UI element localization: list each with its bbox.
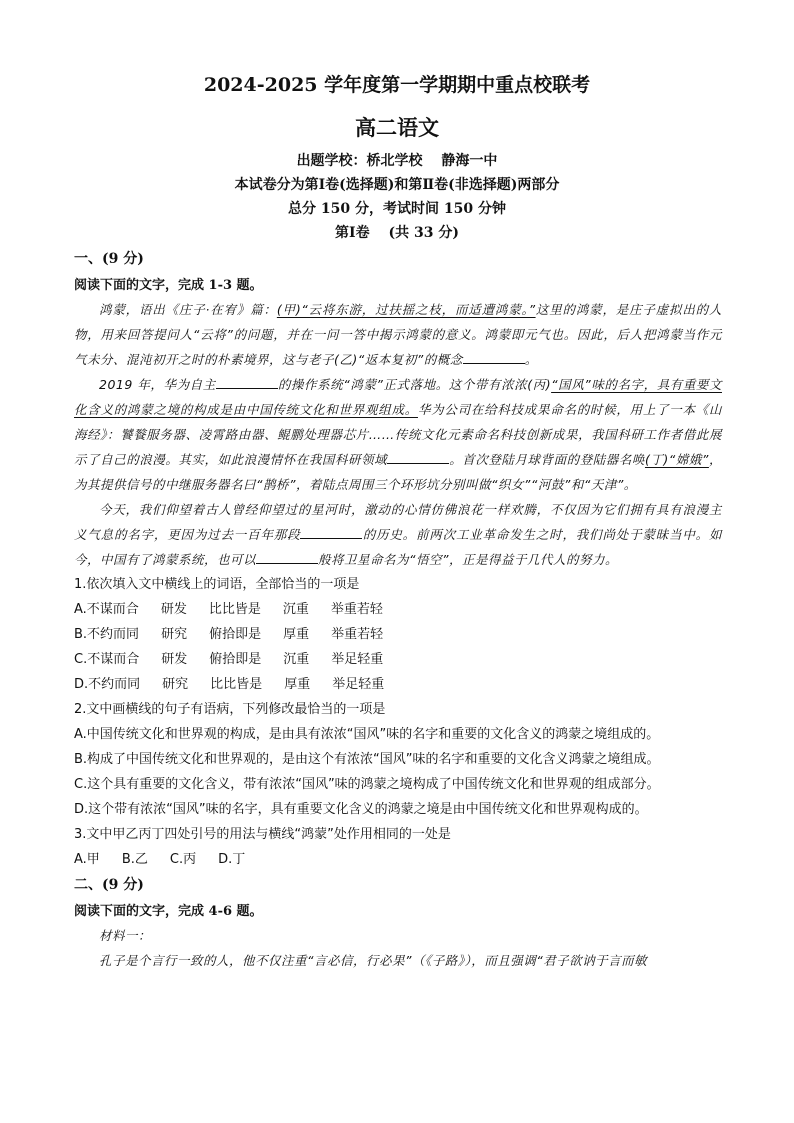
opt-text: 厚重 (284, 677, 311, 692)
text-span: 这里的鸿蒙，是庄子虚拟出的人物，用来回答提问人“云将”的问题，并在一问一答中揭示鸿蒙的意义。鸿蒙即元气也。因此，后人把鸿蒙当作元气未分、混沌初开之时的朴素境界，这与老子(乙)“返本复初”的概念 (74, 302, 722, 367)
underlined-quote-ding: (丁)“嫦娥” (644, 452, 709, 467)
schools-line: 出题学校：桥北学校 静海一中 (296, 153, 498, 169)
opt-text: 举足轻重 (331, 652, 384, 667)
opt-text: 研究 (161, 627, 188, 642)
fill-blank (256, 549, 318, 564)
opt-text: D.不约而同 (74, 677, 141, 692)
text-span: 。 (524, 352, 538, 367)
opt-text: 举重若轻 (331, 627, 384, 642)
opt-text: 沉重 (283, 652, 310, 667)
option-b[interactable]: B.构成了中国传统文化和世界观的，是由这个有浓浓“国风”味的名字和重要的文化含义鸿蒙之境组成。 (74, 752, 660, 767)
opt-text: 研发 (161, 652, 188, 667)
question-2 (74, 697, 722, 822)
underlined-quote-jia: (甲)“云将东游，过扶摇之枝，而适遭鸿蒙。” (276, 302, 536, 317)
opt-text: 研究 (162, 677, 189, 692)
text-span: 鸿蒙，语出《庄子·在宥》篇： (99, 302, 277, 317)
question-1 (74, 572, 722, 697)
passage-paragraph-3 (74, 497, 722, 572)
option-c[interactable]: C.丙 (169, 852, 197, 867)
text-span: ，为其提供信号的中继服务器名曰“鹊桥”，着陆点周围三个环形坑分别叫做“织女”“河鼓”和“天津”。 (74, 452, 722, 492)
option-b[interactable]: B.乙 (121, 852, 148, 867)
passage-paragraph-2 (74, 372, 722, 497)
option-c[interactable] (74, 647, 722, 672)
option-row (74, 847, 722, 872)
text-span: 2019 年，华为自主 (99, 377, 216, 392)
section-heading-2: 二、(9 分) (74, 877, 144, 893)
option-c[interactable]: C.这个具有重要的文化含义，带有浓浓“国风”味的鸿蒙之境构成了中国传统文化和世界观的组成部分。 (74, 777, 660, 792)
opt-text: 举足轻重 (332, 677, 385, 692)
section-heading: 一、(9 分) (74, 251, 144, 267)
text-span: 般将卫星命名为“悟空”，正是得益于几代人的努力。 (318, 552, 618, 567)
opt-text: B.不约而同 (74, 627, 140, 642)
fill-blank (463, 349, 525, 364)
section-instruction-2: 阅读下面的文字，完成 4-6 题。 (74, 904, 263, 919)
opt-text: 比比皆是 (210, 677, 263, 692)
option-d[interactable]: D.丁 (218, 852, 246, 867)
opt-text: A.不谋而合 (74, 602, 139, 617)
text-span: 华为公司在给科技成果命名的时候，用上了一本《山海经》：饕餮服务器、凌霄路由器、鲲鹏处理器芯片……传统文化元素命名科技创新成果，我国科研工作者借此展示了自己的浪漫。其实，如此浪漫情怀在我国科研领域 (74, 402, 722, 467)
opt-text: 比比皆是 (208, 602, 261, 617)
question-stem: 3.文中甲乙丙丁四处引号的用法与横线“鸿蒙”处作用相同的一处是 (74, 827, 451, 842)
exam-title: 2024-2025 学年度第一学期期中重点校联考 (203, 74, 591, 96)
option-d[interactable]: D.这个带有浓浓“国风”味的名字，具有重要文化含义的鸿蒙之境是由中国传统文化和世界观构成的。 (74, 802, 648, 817)
text-span: 。首次登陆月球背面的登陆器名唤 (449, 452, 645, 467)
text-span: 的历史。前两次工业革命发生之时，我们尚处于蒙昧当中。如今，中国有了鸿蒙系统，也可以 (74, 527, 722, 567)
underlined-sentence: “国风”味的名字，具有重要文化含义的鸿蒙之境的构成是由中国传统文化和世界观组成。 (74, 377, 722, 417)
structure-line: 本试卷分为第Ⅰ卷(选择题)和第Ⅱ卷(非选择题)两部分 (234, 177, 560, 193)
fill-blank (216, 374, 278, 389)
passage-paragraph-1 (74, 297, 722, 372)
question-stem: 2.文中画横线的句子有语病，下列修改最恰当的一项是 (74, 702, 386, 717)
option-a[interactable]: A.中国传统文化和世界观的构成，是由具有浓浓“国风”味的名字和重要的文化含义的鸿蒙之境组成的。 (74, 727, 660, 742)
opt-text: C.不谋而合 (74, 652, 140, 667)
option-b[interactable] (74, 622, 722, 647)
opt-text: 沉重 (282, 602, 309, 617)
opt-text: 俯拾即是 (209, 652, 262, 667)
question-3 (74, 822, 722, 872)
material-paragraph: 孔子是个言行一致的人，他不仅注重“言必信，行必果”（《子路》），而且强调“君子欲讷于言而敏 (99, 953, 648, 968)
opt-text: 厚重 (283, 627, 310, 642)
subject-title: 高二语文 (355, 115, 439, 140)
fill-blank (300, 524, 362, 539)
opt-text: 举重若轻 (330, 602, 383, 617)
opt-text: 俯拾即是 (209, 627, 262, 642)
score-line: 总分 150 分，考试时间 150 分钟 (288, 201, 506, 217)
option-a[interactable]: A.甲 (74, 852, 100, 867)
text-span: 今天，我们仰望着古人曾经仰望过的星河时，激动的心情仿佛浪花一样欢腾，不仅因为它们拥有具有浪漫主义气息的名字，更因为过去一百年那段 (74, 502, 722, 542)
part-heading: 第Ⅰ卷 (共 33 分) (335, 225, 459, 241)
option-a[interactable] (74, 597, 722, 622)
option-d[interactable] (74, 672, 722, 697)
question-stem: 1.依次填入文中横线上的词语，全部恰当的一项是 (74, 577, 360, 592)
material-label: 材料一： (99, 928, 152, 943)
section-one (74, 248, 722, 973)
opt-text: 研发 (160, 602, 187, 617)
text-span: 的操作系统“鸿蒙”正式落地。这个带有浓浓(丙) (277, 377, 552, 392)
fill-blank (387, 449, 449, 464)
section-instruction: 阅读下面的文字，完成 1-3 题。 (74, 278, 263, 293)
